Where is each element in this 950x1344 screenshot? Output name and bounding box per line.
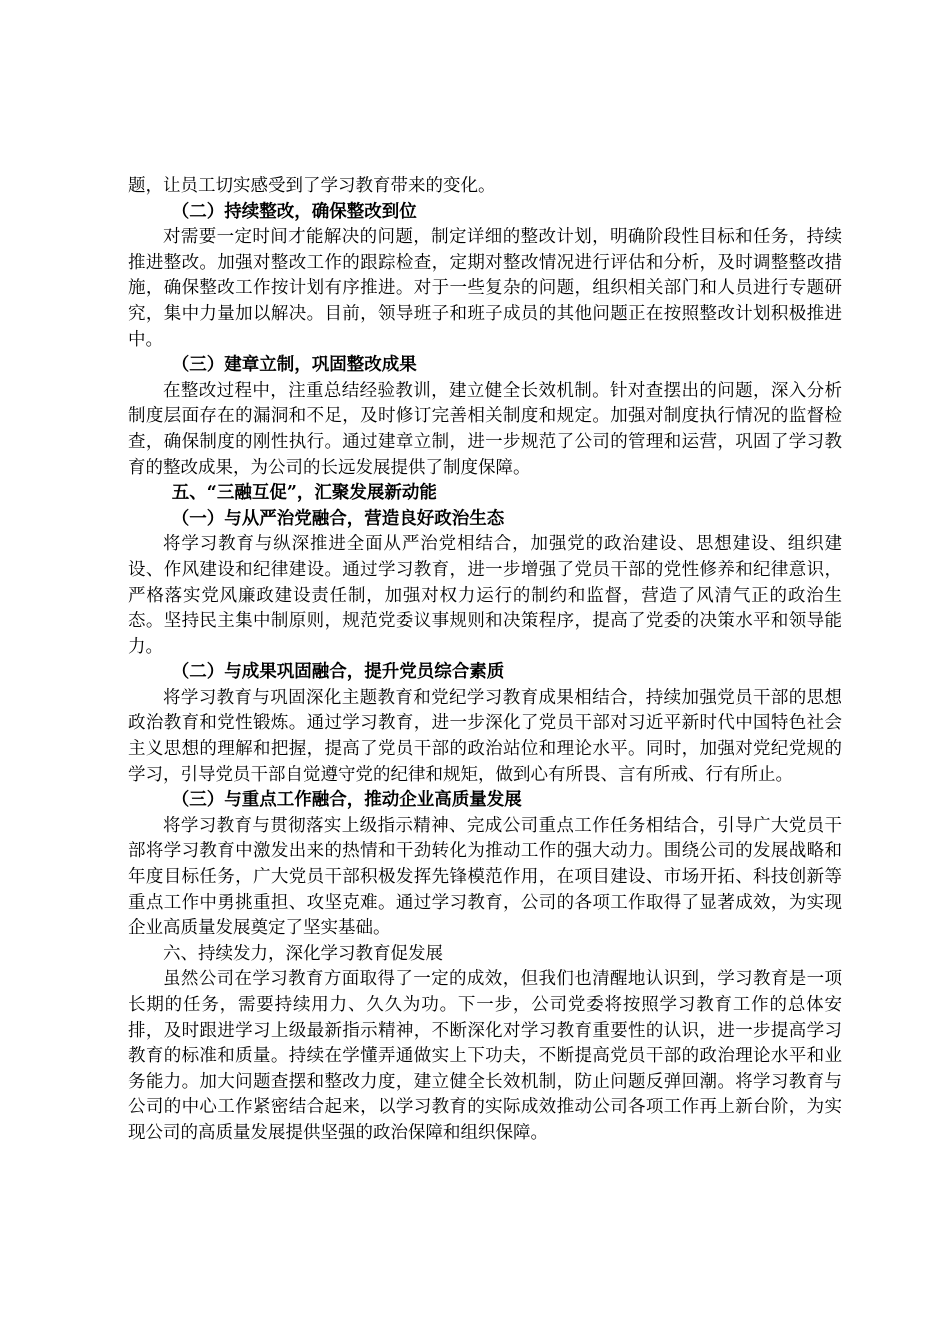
- paragraph-next-steps: 虽然公司在学习教育方面取得了一定的成效，但我们也清醒地认识到，学习教育是一项长期的任务，需要持续用力、久久为功。下一步，公司党委将按照学习教育工作的总体安排，及时跟进学习上级最新指示精神，不断深化对学习教育重要性的认识，进一步提高学习教育的标准和质量。持续在学懂弄通做实上下功夫，不断提高党员干部的政治理论水平和业务能力。加大问题查摆和整改力度，建立健全长效机制，防止问题反弹回潮。将学习教育与公司的中心工作紧密结合起来，以学习教育的实际成效推动公司各项工作再上新台阶，为实现公司的高质量发展提供坚强的政治保障和组织保障。: [128, 969, 842, 1143]
- paragraph-political-ecology: 将学习教育与纵深推进全面从严治党相结合，加强党的政治建设、思想建设、组织建设、作风建设和纪律建设。通过学习教育，进一步增强了党员干部的党性修养和纪律意识，严格落实党风廉政建设责任制，加强对权力运行的制约和监督，营造了风清气正的政治生态。坚持民主集中制原则，规范党委议事规则和决策程序，提高了党委的决策水平和领导能力。: [128, 534, 842, 657]
- paragraph-rectification-plan: 对需要一定时间才能解决的问题，制定详细的整改计划，明确阶段性目标和任务，持续推进整改。加强对整改工作的跟踪检查，定期对整改情况进行评估和分析，及时调整整改措施，确保整改工作按计划有序推进。对于一些复杂的问题，组织相关部门和人员进行专题研究，集中力量加以解决。目前，领导班子和班子成员的其他问题正在按照整改计划积极推进中。: [128, 227, 842, 350]
- paragraph-high-quality-development: 将学习教育与贯彻落实上级指示精神、完成公司重点工作任务相结合，引导广大党员干部将学习教育中激发出来的热情和干劲转化为推动工作的强大动力。围绕公司的发展战略和年度目标任务，广大党员干部积极发挥先锋模范作用，在项目建设、市场开拓、科技创新等重点工作中勇挑重担、攻坚克难。通过学习教育，公司的各项工作取得了显著成效，为实现企业高质量发展奠定了坚实基础。: [128, 815, 842, 939]
- paragraph-long-term-mechanism: 在整改过程中，注重总结经验教训，建立健全长效机制。针对查摆出的问题，深入分析制度层面存在的漏洞和不足，及时修订完善相关制度和规定。加强对制度执行情况的监督检查，确保制度的刚性执行。通过建章立制，进一步规范了公司的管理和运营，巩固了学习教育的整改成果，为公司的长远发展提供了制度保障。: [128, 380, 842, 478]
- subheading-strict-governance: （一）与从严治党融合，营造良好政治生态: [171, 508, 505, 529]
- subheading-consolidate-results: （二）与成果巩固融合，提升党员综合素质: [171, 662, 505, 683]
- subheading-establish-rules: （三）建章立制，巩固整改成果: [171, 355, 417, 376]
- section-heading-five: 五、“三融互促”，汇聚发展新动能: [171, 483, 437, 504]
- paragraph-member-quality: 将学习教育与巩固深化主题教育和党纪学习教育成果相结合，持续加强党员干部的思想政治教育和党性锻炼。通过学习教育，进一步深化了党员干部对习近平新时代中国特色社会主义思想的理解和把握，提高了党员干部的政治站位和理论水平。同时，加强对党纪党规的学习，引导党员干部自觉遵守党的纪律和规矩，做到心有所畏、言有所戒、行有所止。: [128, 687, 842, 785]
- section-heading-six: 六、持续发力，深化学习教育促发展: [163, 943, 443, 964]
- document-page: [128, 174, 842, 1147]
- paragraph-continuation: 题，让员工切实感受到了学习教育带来的变化。: [128, 176, 496, 196]
- subheading-key-work: （三）与重点工作融合，推动企业高质量发展: [171, 790, 522, 811]
- subheading-continuous-rectification: （二）持续整改，确保整改到位: [171, 201, 417, 222]
